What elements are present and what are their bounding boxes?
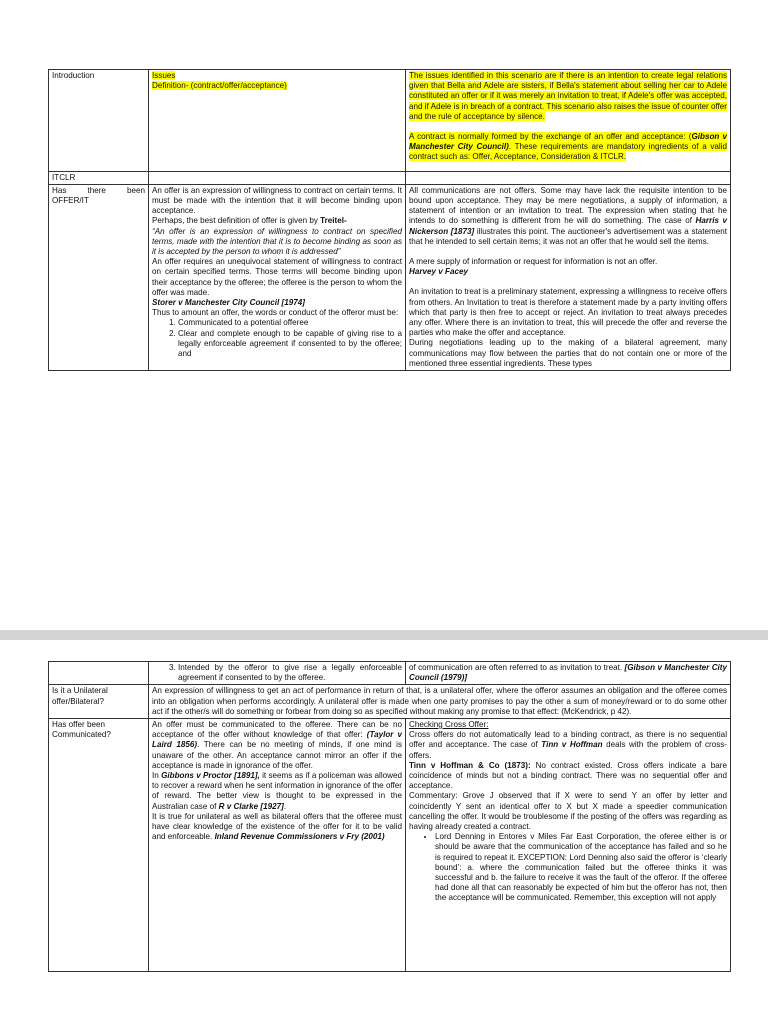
- introduction-text-cell: [406, 70, 731, 172]
- case-citation: Harvey v Facey: [409, 267, 468, 277]
- introduction-issues-cell: [149, 70, 406, 172]
- list-item: 2. Clear and complete enough to be capable of giving rise to a legally enforceable agreement if consented to by the offeree; and: [178, 329, 402, 360]
- itclr-row: [49, 171, 731, 184]
- cross-offer-heading: Checking Cross Offer:: [409, 720, 489, 730]
- introduction-row: [49, 70, 731, 172]
- case-citation: [Gibson v Manchester City Council (1979)]: [409, 663, 727, 683]
- communication-cell: An offer must be communicated to the offeree. There can be no acceptance of the offer without knowledge of that offer: (Taylor v Laird 1856). There can be no meeting of minds, if one mind is unaware of the other. An acceptance cannot mirror an offer if the acceptance is made in ignorance of the offer. In Gibbons v Proctor [1891], it seems as if a policeman was allowed to recover a reward when he sent information in ignorance of the offer of reward. The better view is thought to be expressed in the Australian case of R v Clarke [1927]. It is true for unilateral as well as bilateral offers that the offeree must have clear knowledge of the existence of the offer for it to be valid and enforceable. Inland Revenue Commissioners v Fry (2001): [149, 719, 406, 972]
- introduction-paragraph-2: A contract is normally formed by the exchange of an offer and acceptance: (Gibson v Manchester City Council). These requirements are mandatory ingredients of a valid contract such as: Offer, Acceptance, Consideration & ITCLR.: [409, 132, 727, 162]
- treitel-quote: “An offer is an expression of willingness to contract on specified terms, made with the intention that it is to become binding as soon as it is accepted by the person to whom it is addressed”: [152, 226, 402, 257]
- definition-heading: Definition- (contract/offer/acceptance): [152, 81, 287, 91]
- offer-requirements-continued: [149, 662, 406, 685]
- analysis-table-1: [48, 69, 731, 371]
- introduction-label: Introduction: [49, 70, 149, 172]
- case-citation: Tinn v Hoffman: [541, 740, 603, 750]
- case-citation: Inland Revenue Commissioners v Fry (2001): [214, 832, 385, 842]
- case-citation: R v Clarke [1927]: [218, 801, 284, 811]
- offer-label: Has there been OFFER/IT: [49, 184, 149, 370]
- denning-bullet-list: [409, 832, 727, 903]
- unilateral-label: Is it a Unilateral offer/Bilateral?: [49, 685, 149, 719]
- analysis-table-2: [48, 661, 731, 972]
- case-citation: Gibson v Manchester City Council): [409, 132, 727, 152]
- offer-row: [49, 184, 731, 370]
- offer-requirements-list-continued: [152, 663, 402, 683]
- list-item: 3. Intended by the offeror to give rise a legally enforceable agreement if consented to by the offeree.: [178, 663, 402, 683]
- cross-offer-cell: Checking Cross Offer: Cross offers do not automatically lead to a binding contract, as there is no sequential offer and acceptance. The case of Tinn v Hoffman deals with the problem of cross-offers. Tinn v Hoffman & Co (1873): No contract existed. Cross offers indicate a bare coincidence of minds but not a binding contract. There was no sequential offer and acceptance. Commentary: Grove J observed that if X were to send Y an offer by letter and coincidently Y sent an identical offer to X but X made a speedier communication cancelling the offer. It would be troublesome if the posting of the offers was regarding as having already created a contract. • Lord Denning in Entores v Miles Far East Corporation, the oferee either is or should be aware that the communication of the acceptance has failed and so he is required to repeat it. EXCEPTION: Lord Denning also said the offeror is ‘clearly bound’: a. where the communication failed but the offeree thinks it was successful and b. the failure to receive it was the fault of the offeror. If the offeree had done all that can reasonably be expected of him but the offeror has not, then the acceptance will be communicated. Remember, this exception will not apply: [406, 719, 731, 972]
- list-item: • Lord Denning in Entores v Miles Far East Corporation, the oferee either is or should be aware that the communication of the acceptance has failed and so he is required to repeat it. EXCEPTION: Lord Denning also said the offeror is ‘clearly bound’: a. where the communication failed but the offeree thinks it was successful and b. the failure to receive it was the fault of the offeror. If the offeree had done all that can reasonably be expected of him but the offeror has not, then the acceptance will be communicated. Remember, this exception will not apply: [435, 832, 727, 903]
- case-citation: Harris v Nickerson [1873]: [409, 216, 727, 236]
- case-citation: Tinn v Hoffman & Co (1873):: [409, 760, 531, 770]
- introduction-paragraph-1: The issues identified in this scenario are if there is an intention to create legal relations given that Bella and Adele are sisters, if Bella's statement about selling her car to Adele constituted an offer or if it was merely an invitation to treat, if Adele's offer was accepted, and if Adele is in breach of a contract. This scenario also raises the issue of counter offer and the rule of acceptance by silence.: [409, 71, 727, 121]
- invitation-to-treat-continued: of communication are often referred to as invitation to treat. [Gibson v Manchester City Council (1979)]: [406, 662, 731, 685]
- offer-requirements-list: [152, 318, 402, 359]
- offer-definition-cell: An offer is an expression of willingness to contract on certain terms. It must be made with the intention that it will become binding upon acceptance. Perhaps, the best definition of offer is given by Treitel- “An offer is an expression of willingness to contract on specified terms, made with the intention that it is to become binding as soon as it is accepted by the person to whom it is addressed” An offer requires an unequivocal statement of willingness to contract on certain specified terms. Those terms will become binding upon their acceptance by the offeree; the offeree is the person to whom the offer was made. Storer v Manchester City Council [1974] Thus to amount an offer, the words or conduct of the offeror must be: 1. Communicated to a potential offeree 2. Clear and complete enough to be capable of giving rise to a legally enforceable agreement if consented to by the offeree; and: [149, 184, 406, 370]
- unilateral-row: [49, 685, 731, 719]
- case-citation: Storer v Manchester City Council [1974]: [152, 298, 305, 308]
- communicated-label: Has offer been Communicated?: [49, 719, 149, 972]
- communicated-row: [49, 719, 731, 972]
- unilateral-text: An expression of willingness to get an act of performance in return of that, is a unilateral offer, where the offeror assumes an obligation and the offeree comes into an obligation when performs accordingly. A unilateral offer is made when one party promises to pay the other a sum of money/reward or to do some other act if the other/s will do something or forbear from doing so as specified without making any promise to that effect: (McKendrick, p 42).: [149, 685, 731, 719]
- list-item: 1. Communicated to a potential offeree: [178, 318, 402, 328]
- invitation-to-treat-cell: All communications are not offers. Some may have lack the requisite intention to be bound upon acceptance. They may be mere negotiations, a supply of information, a statement of intention or an invitation to treat. The expression when stating that he intends to do something is different from he will do something. The case of Harris v Nickerson [1873] illustrates this point. The auctioneer's advertisement was a statement that he intended to sell certain items; it was not an offer that he would sell the items. A mere supply of information or request for information is not an offer. Harvey v Facey An invitation to treat is a preliminary statement, expressing a willingness to receive offers from others. An Invitation to treat is therefore a statement made by a party inviting offers which that party is then free to accept or reject. An invitation to treat always precedes any offer. Where there is an invitation to treat, this will precede the offer and reverse the parties who make the offer and acceptance. During negotiations leading up to the making of a bilateral agreement, many communications may flow between the parties that do not contain one or more of the mentioned three essential ingredients. These types: [406, 184, 731, 370]
- case-citation: Gibbons v Proctor [1891],: [161, 771, 260, 781]
- itclr-label: ITCLR: [49, 171, 149, 184]
- continuation-row: [49, 662, 731, 685]
- case-citation: (Taylor v Laird 1856): [152, 730, 402, 750]
- issues-heading: Issues: [152, 71, 176, 80]
- document-page-2: [0, 640, 768, 1024]
